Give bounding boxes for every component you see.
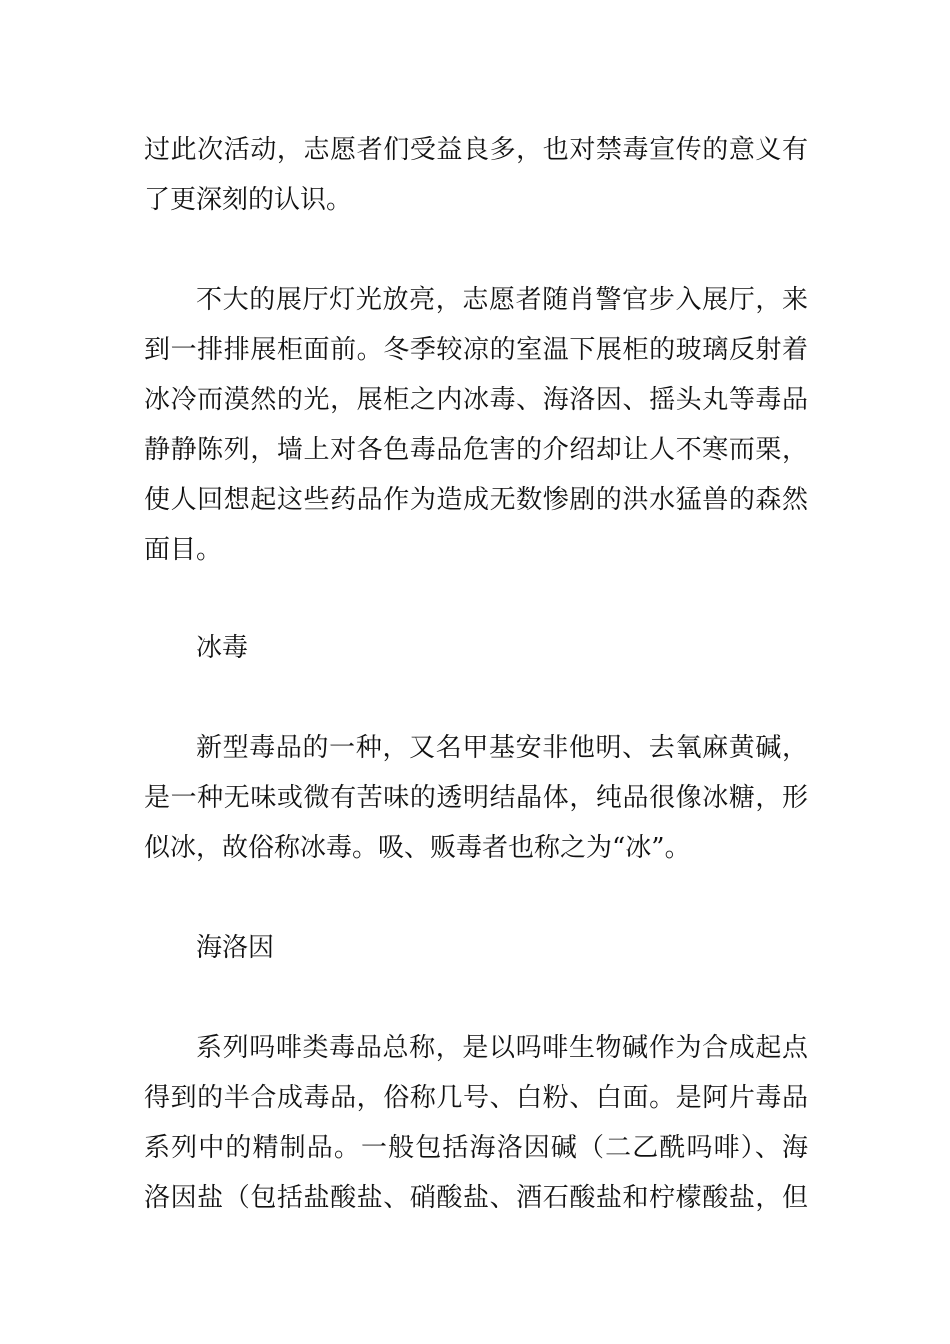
section-heading-heroin: 海洛因	[196, 933, 275, 963]
paragraph-3-line-1: 新型毒品的一种，又名甲基安非他明、去氧麻黄碱，	[196, 733, 808, 763]
paragraph-2-line-2: 到一排排展柜面前。冬季较凉的室温下展柜的玻璃反射着	[144, 335, 808, 365]
paragraph-3-line-3: 似冰，故俗称冰毒。吸、贩毒者也称之为“冰”。	[144, 833, 691, 863]
paragraph-2-line-4: 静静陈列，墙上对各色毒品危害的介绍却让人不寒而栗，	[144, 435, 808, 465]
paragraph-4-line-1: 系列吗啡类毒品总称，是以吗啡生物碱作为合成起点	[196, 1033, 808, 1063]
paragraph-4-line-3: 系列中的精制品。一般包括海洛因碱（二乙酰吗啡）、海	[144, 1133, 808, 1163]
paragraph-3-line-2: 是一种无味或微有苦味的透明结晶体，纯品很像冰糖，形	[144, 783, 808, 813]
paragraph-1-line-2: 了更深刻的认识。	[144, 185, 353, 215]
paragraph-2-line-5: 使人回想起这些药品作为造成无数惨剧的洪水猛兽的森然	[144, 485, 808, 515]
paragraph-4-line-4: 洛因盐（包括盐酸盐、硝酸盐、酒石酸盐和柠檬酸盐，但	[144, 1183, 808, 1213]
paragraph-4-line-2: 得到的半合成毒品，俗称几号、白粉、白面。是阿片毒品	[144, 1083, 808, 1113]
paragraph-2-line-1: 不大的展厅灯光放亮，志愿者随肖警官步入展厅，来	[196, 285, 808, 315]
paragraph-2-line-3: 冰冷而漠然的光，展柜之内冰毒、海洛因、摇头丸等毒品	[144, 385, 808, 415]
paragraph-2-line-6: 面目。	[144, 535, 223, 565]
section-heading-ice: 冰毒	[196, 633, 249, 663]
paragraph-1-line-1: 过此次活动，志愿者们受益良多，也对禁毒宣传的意义有	[144, 135, 808, 165]
